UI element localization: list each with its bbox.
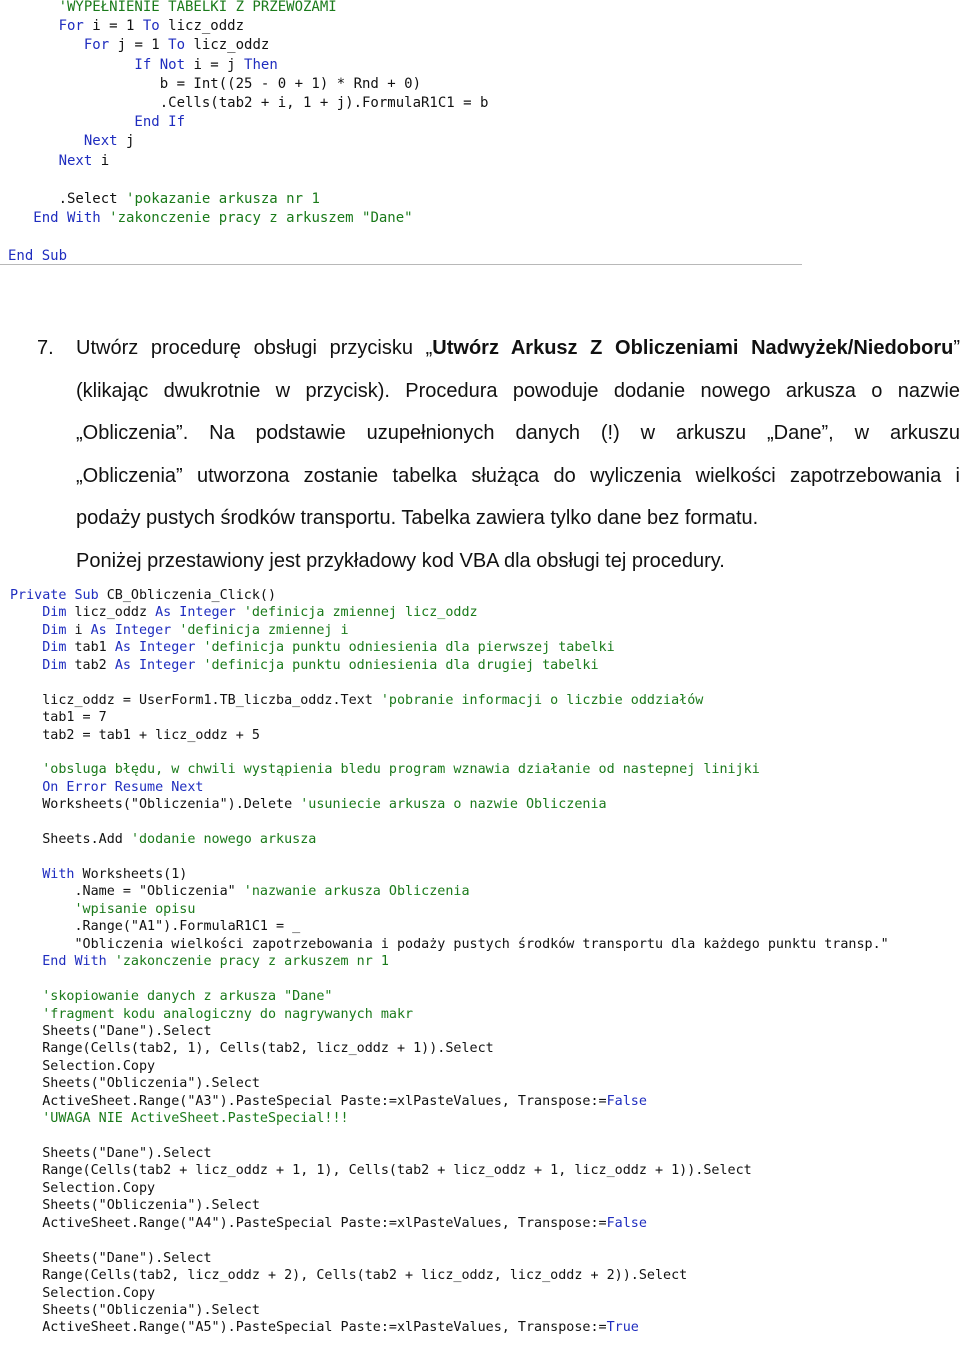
code-line bbox=[8, 190, 488, 209]
code-line bbox=[10, 988, 889, 1005]
code-keyword: End With bbox=[10, 954, 115, 970]
code-keyword: As Integer bbox=[90, 622, 180, 638]
code-text: Range(Cells(tab2, licz_oddz + 2), Cells(tab2 + licz_oddz, licz_oddz + 2)).Select bbox=[10, 1268, 688, 1284]
code-keyword: Dim bbox=[10, 640, 67, 656]
code-text: ActiveSheet.Range("A4").PasteSpecial Paste:=xlPasteValues, Transpose:= bbox=[10, 1215, 607, 1231]
code-line bbox=[10, 692, 889, 709]
code-line bbox=[10, 587, 889, 604]
code-line bbox=[10, 604, 889, 621]
code-keyword: To bbox=[168, 37, 186, 54]
code-keyword: Private Sub bbox=[10, 588, 99, 603]
code-line bbox=[10, 936, 889, 953]
code-line bbox=[8, 132, 488, 151]
code-line bbox=[10, 971, 889, 988]
code-comment: 'definicja punktu odniesienia dla drugiej tabelki bbox=[203, 657, 599, 673]
code-comment: 'skopiowanie danych z arkusza "Dane" bbox=[10, 989, 333, 1005]
code-line bbox=[10, 622, 889, 639]
code-keyword: False bbox=[606, 1215, 647, 1231]
code-keyword: Then bbox=[244, 56, 278, 73]
code-comment: 'nazwanie arkusza Obliczenia bbox=[243, 884, 470, 900]
code-text: Sheets("Obliczenia").Select bbox=[10, 1198, 260, 1214]
code-comment: 'definicja zmiennej i bbox=[179, 622, 349, 638]
code-line bbox=[10, 1093, 889, 1110]
code-keyword: End With bbox=[8, 210, 110, 227]
code-keyword: For bbox=[8, 18, 84, 35]
code-text: b = Int((25 - 0 + 1) * Rnd + 0) bbox=[8, 75, 422, 92]
code-block-top bbox=[8, 0, 488, 267]
code-line bbox=[10, 1215, 889, 1232]
code-keyword: Next bbox=[8, 133, 118, 150]
code-line bbox=[10, 1302, 889, 1319]
code-text: .Select bbox=[8, 190, 127, 207]
code-comment: 'dodanie nowego arkusza bbox=[130, 832, 317, 848]
code-line bbox=[8, 152, 488, 171]
code-keyword: End If bbox=[8, 114, 186, 131]
code-comment: 'WYPEŁNIENIE TABELKI Z PRZEWOZAMI bbox=[8, 0, 337, 15]
paragraph-line-5: podaży pustych środków transportu. Tabelka zawiera tylko dane bez formatu. bbox=[76, 507, 759, 529]
code-text: Worksheets(1) bbox=[74, 867, 188, 882]
button-name-bold: Utwórz Arkusz Z Obliczeniami Nadwyżek/Niedoboru bbox=[432, 337, 954, 359]
list-number: 7. bbox=[37, 337, 54, 359]
code-comment: 'definicja zmiennej licz_oddz bbox=[243, 605, 478, 621]
code-text: Sheets.Add bbox=[10, 832, 131, 848]
code-comment: 'wpisanie opisu bbox=[10, 901, 196, 917]
code-comment: 'obsluga błędu, w chwili wystąpienia bledu program wznawia działanie od nastepnej linijki bbox=[10, 762, 760, 778]
paragraph-line-4: „Obliczenia” utworzona zostanie tabelka służąca do wyliczenia wielkości zapotrzebowania i bbox=[76, 464, 960, 487]
code-keyword: False bbox=[606, 1093, 647, 1109]
code-comment: 'pokazanie arkusza nr 1 bbox=[126, 190, 320, 207]
code-line bbox=[10, 1128, 889, 1145]
code-keyword: With bbox=[10, 867, 75, 882]
text-segment: ” bbox=[953, 337, 960, 359]
code-text: licz_oddz bbox=[66, 605, 156, 621]
code-line bbox=[10, 953, 889, 970]
code-keyword: As Integer bbox=[114, 640, 204, 656]
code-keyword: If Not bbox=[8, 56, 186, 73]
code-comment: 'zakonczenie pracy z arkuszem nr 1 bbox=[114, 954, 389, 970]
code-text: .Name = "Obliczenia" bbox=[10, 884, 244, 900]
code-text: tab1 = 7 bbox=[10, 710, 107, 726]
code-keyword: End Sub bbox=[8, 248, 68, 265]
code-line bbox=[10, 1162, 889, 1179]
code-line bbox=[10, 1267, 889, 1284]
code-comment: 'definicja punktu odniesienia dla pierwszej tabelki bbox=[203, 640, 615, 656]
code-line bbox=[8, 94, 488, 113]
code-keyword: As Integer bbox=[114, 657, 204, 673]
code-line bbox=[10, 1075, 889, 1092]
code-line bbox=[8, 171, 488, 190]
code-line bbox=[10, 1285, 889, 1302]
code-text: "Obliczenia wielkości zapotrzebowania i podaży pustych środków transportu dla każdego punktu transp." bbox=[10, 936, 889, 952]
code-line bbox=[8, 56, 488, 75]
code-text: Selection.Copy bbox=[10, 1180, 156, 1196]
code-block-bottom bbox=[10, 587, 889, 1337]
code-text: i = j bbox=[185, 56, 245, 73]
code-text: tab2 bbox=[66, 657, 115, 673]
instruction-paragraph bbox=[76, 327, 960, 582]
code-text: .Range("A1").FormulaR1C1 = _ bbox=[10, 919, 301, 935]
code-line bbox=[10, 674, 889, 691]
code-text: j = 1 bbox=[109, 37, 169, 54]
code-line bbox=[10, 849, 889, 866]
code-text: j bbox=[117, 133, 135, 150]
code-line bbox=[10, 709, 889, 726]
code-keyword: To bbox=[142, 18, 160, 35]
code-line bbox=[10, 1023, 889, 1040]
code-line bbox=[10, 1058, 889, 1075]
code-line bbox=[10, 796, 889, 813]
code-line bbox=[10, 1110, 889, 1127]
code-line bbox=[10, 1180, 889, 1197]
code-line bbox=[8, 228, 488, 247]
text-segment: Utwórz procedurę obsługi przycisku „ bbox=[76, 337, 433, 359]
code-text: Range(Cells(tab2, 1), Cells(tab2, licz_oddz + 1)).Select bbox=[10, 1041, 494, 1057]
code-line bbox=[10, 761, 889, 778]
code-comment: 'UWAGA NIE ActiveSheet.PasteSpecial!!! bbox=[10, 1111, 349, 1127]
code-line bbox=[10, 918, 889, 935]
code-line bbox=[10, 901, 889, 918]
code-text: licz_oddz bbox=[159, 18, 245, 35]
code-keyword: On Error Resume Next bbox=[10, 779, 204, 795]
code-text: tab1 bbox=[66, 640, 115, 656]
code-line bbox=[10, 639, 889, 656]
code-line bbox=[8, 75, 488, 94]
code-comment: 'zakonczenie pracy z arkuszem "Dane" bbox=[109, 210, 413, 227]
code-text: Selection.Copy bbox=[10, 1285, 156, 1301]
code-text: Selection.Copy bbox=[10, 1058, 156, 1074]
code-line bbox=[8, 0, 488, 17]
paragraph-line-6: Poniżej przestawiony jest przykładowy kod VBA dla obsługi tej procedury. bbox=[76, 549, 725, 572]
code-comment: 'usuniecie arkusza o nazwie Obliczenia bbox=[300, 797, 607, 813]
code-text: tab2 = tab1 + licz_oddz + 5 bbox=[10, 727, 260, 743]
code-line bbox=[10, 1197, 889, 1214]
code-line bbox=[8, 36, 488, 55]
code-text: .Cells(tab2 + i, 1 + j).FormulaR1C1 = b bbox=[8, 94, 489, 111]
paragraph-line-3: „Obliczenia”. Na podstawie uzupełnionych danych (!) w arkuszu „Dane”, w arkuszu bbox=[76, 422, 960, 444]
code-line bbox=[8, 113, 488, 132]
code-line bbox=[10, 831, 889, 848]
code-line bbox=[10, 1145, 889, 1162]
code-keyword: As Integer bbox=[155, 605, 244, 621]
divider-line bbox=[0, 264, 802, 265]
paragraph-line-1 bbox=[76, 327, 960, 370]
code-text: licz_oddz bbox=[185, 37, 270, 54]
code-line bbox=[10, 1232, 889, 1249]
code-text: i bbox=[92, 152, 110, 169]
code-line bbox=[10, 814, 889, 831]
code-text: licz_oddz = UserForm1.TB_liczba_oddz.Text bbox=[10, 692, 381, 708]
code-text: Sheets("Obliczenia").Select bbox=[10, 1076, 260, 1092]
code-text: Sheets("Dane").Select bbox=[10, 1023, 212, 1039]
code-keyword: Dim bbox=[10, 622, 67, 638]
code-keyword: Dim bbox=[10, 605, 67, 621]
code-keyword: Next bbox=[8, 152, 93, 169]
code-line bbox=[10, 1006, 889, 1023]
code-text: Sheets("Dane").Select bbox=[10, 1250, 212, 1266]
code-line bbox=[10, 657, 889, 674]
code-text: ActiveSheet.Range("A3").PasteSpecial Paste:=xlPasteValues, Transpose:= bbox=[10, 1093, 607, 1109]
code-text: Worksheets("Obliczenia").Delete bbox=[10, 797, 301, 813]
code-text: Sheets("Obliczenia").Select bbox=[10, 1302, 260, 1318]
code-line bbox=[10, 883, 889, 900]
code-text: Sheets("Dane").Select bbox=[10, 1146, 212, 1161]
code-line bbox=[8, 209, 488, 228]
code-text: CB_Obliczenia_Click() bbox=[98, 588, 277, 603]
code-line bbox=[10, 744, 889, 761]
code-comment: 'fragment kodu analogiczny do nagrywanych makr bbox=[10, 1006, 414, 1022]
code-text: i = 1 bbox=[83, 18, 143, 35]
code-comment: 'pobranie informacji o liczbie oddziałów bbox=[380, 692, 704, 708]
code-keyword: True bbox=[606, 1320, 639, 1336]
code-line bbox=[10, 727, 889, 744]
code-keyword: Dim bbox=[10, 657, 67, 673]
code-line bbox=[10, 779, 889, 796]
code-keyword: For bbox=[8, 37, 110, 54]
code-text: ActiveSheet.Range("A5").PasteSpecial Paste:=xlPasteValues, Transpose:= bbox=[10, 1320, 607, 1336]
code-line bbox=[10, 1250, 889, 1267]
code-text: i bbox=[66, 622, 91, 638]
code-line bbox=[10, 1040, 889, 1057]
code-line bbox=[10, 866, 889, 883]
paragraph-line-2: (klikając dwukrotnie w przycisk). Procedura powoduje dodanie nowego arkusza o nazwie bbox=[76, 379, 960, 402]
code-text: Range(Cells(tab2 + licz_oddz + 1, 1), Cells(tab2 + licz_oddz + 1, licz_oddz + 1)).Select bbox=[10, 1163, 752, 1179]
code-line bbox=[10, 1319, 889, 1336]
code-line bbox=[8, 17, 488, 36]
